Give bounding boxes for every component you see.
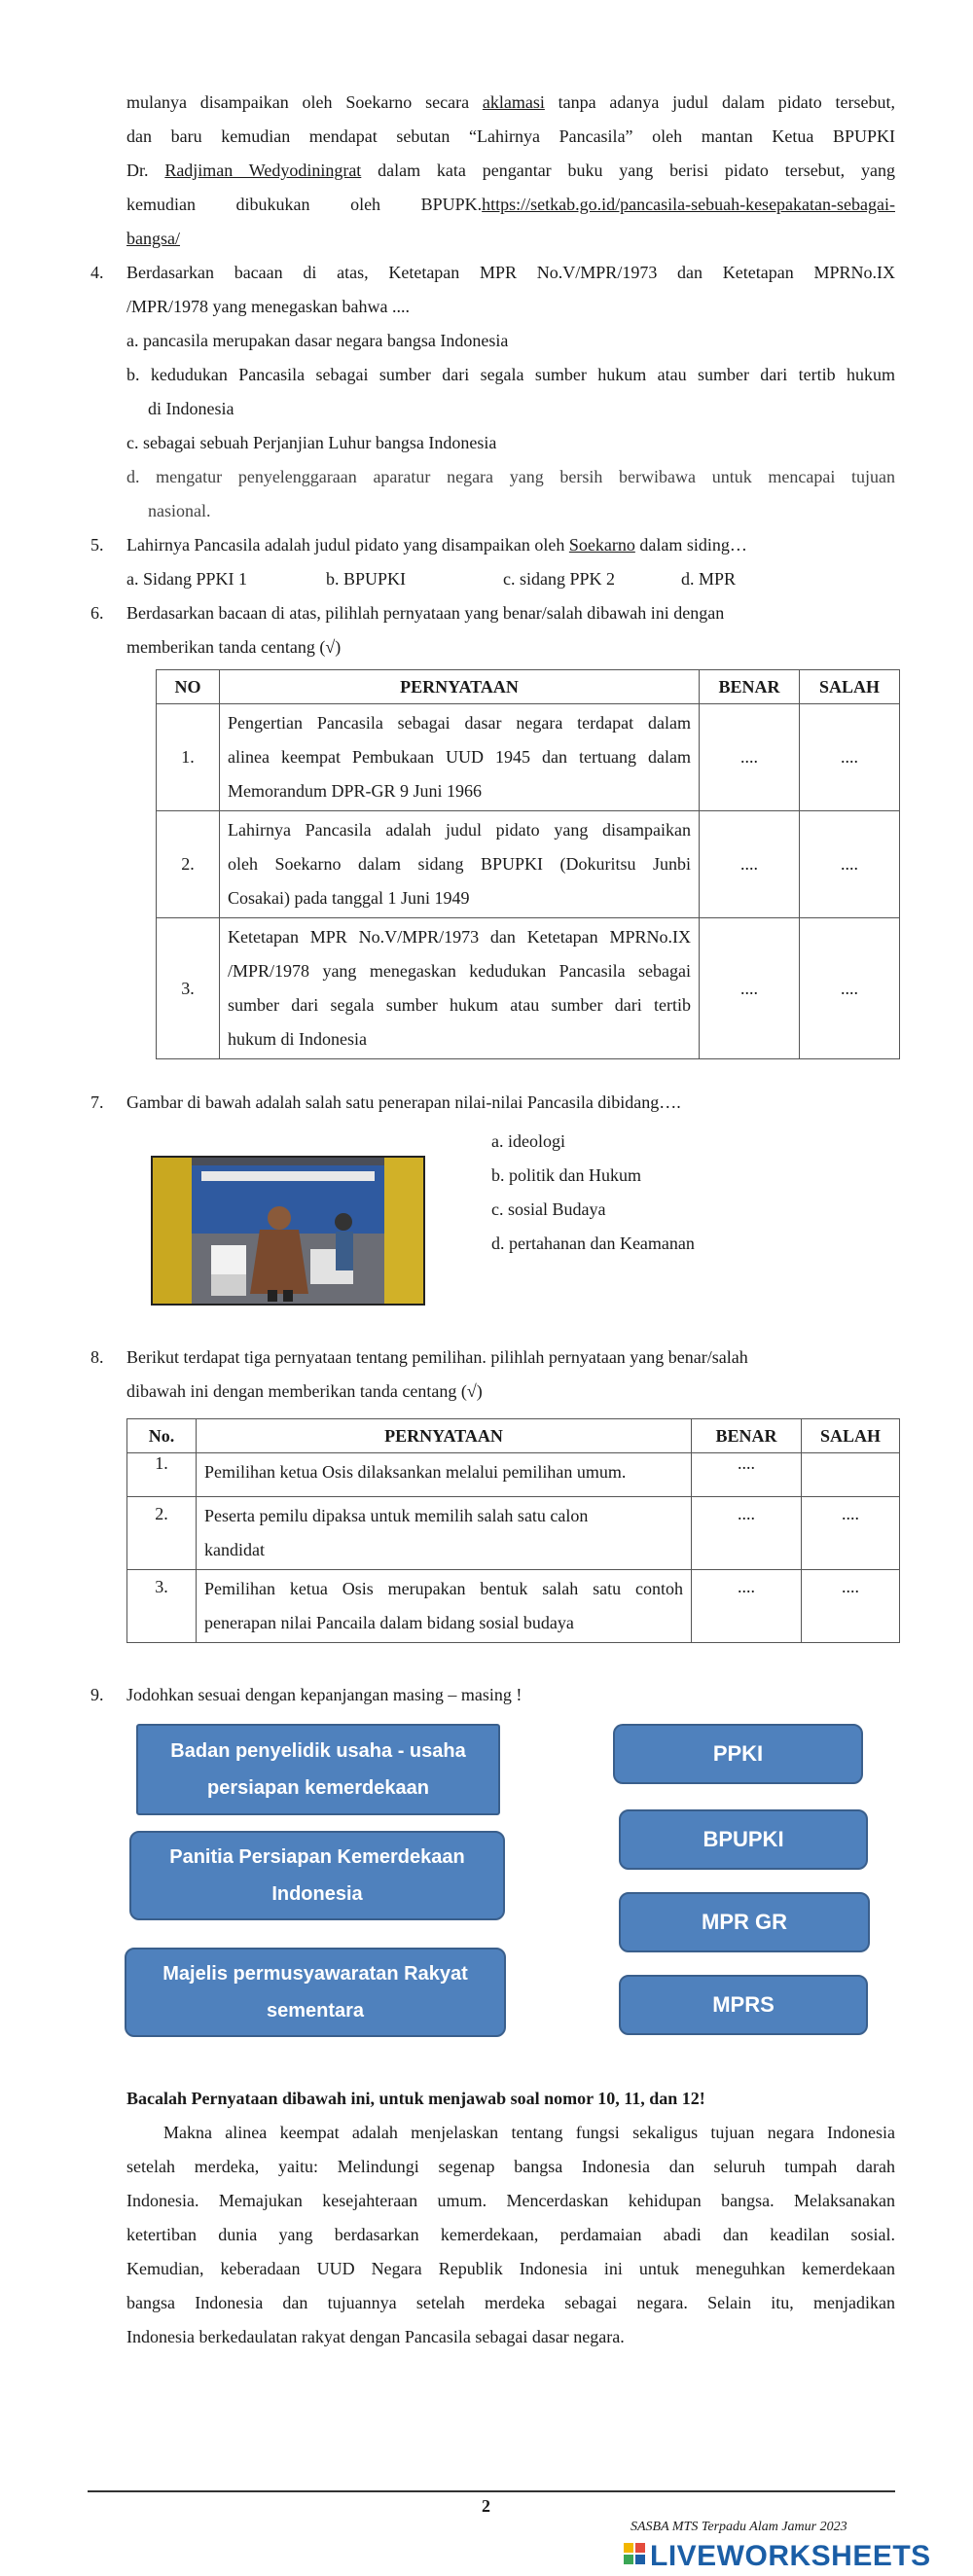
q6-header-statement: PERNYATAAN <box>220 670 700 704</box>
footer-divider <box>88 2490 895 2492</box>
q8-row-1-benar[interactable]: .... <box>692 1453 802 1497</box>
q6-row-3-benar[interactable]: .... <box>700 918 800 1059</box>
q8-header-no: No. <box>127 1419 197 1453</box>
q5-option-b[interactable]: b. BPUPKI <box>326 569 407 589</box>
q8-row-1-statement: Pemilihan ketua Osis dilaksankan melalui pemilihan umum. <box>197 1453 692 1497</box>
q8-row-2-benar[interactable]: .... <box>692 1497 802 1570</box>
source-link-end[interactable]: bangsa/ <box>126 229 180 248</box>
q6-header-salah: SALAH <box>800 670 900 704</box>
q6-row-2-benar[interactable]: .... <box>700 811 800 918</box>
q6-row-2-statement: Lahirnya Pancasila adalah judul pidato yang disampaikan oleh Soekarno dalam sidang BPUPKI (Dokuritsu Junbi Cosakai) pada tanggal 1 Juni 1949 <box>220 811 700 918</box>
q5-option-d[interactable]: d. MPR <box>681 569 737 589</box>
q4-option-c[interactable]: c. sebagai sebuah Perjanjian Luhur bangsa Indonesia <box>126 433 497 452</box>
q4-option-b[interactable]: b. kedudukan Pancasila sebagai sumber dari segala sumber hukum atau sumber dari tertib hukum <box>126 365 895 384</box>
q9-number: 9. <box>90 1685 104 1704</box>
q8-row-3-salah[interactable]: .... <box>802 1570 900 1643</box>
q7-number: 7. <box>90 1092 104 1112</box>
q4-option-d-cont: nasional. <box>148 501 211 520</box>
table-row <box>127 1497 900 1570</box>
table-row <box>157 704 900 811</box>
q8-text-2: dibawah ini dengan memberikan tanda centang (√) <box>126 1381 483 1401</box>
reading-heading: Bacalah Pernyataan dibawah ini, untuk menjawab soal nomor 10, 11, dan 12! <box>126 2089 705 2108</box>
match-right-ppki[interactable]: PPKI <box>613 1724 863 1784</box>
q8-row-3-statement: Pemilihan ketua Osis merupakan bentuk salah satu contoh penerapan nilai Pancaila dalam bidang sosial budaya <box>197 1570 692 1643</box>
reading-line-5: Kemudian, keberadaan UUD Negara Republik Indonesia ini untuk meneguhkan kemerdekaan <box>126 2259 895 2278</box>
table-row <box>157 918 900 1059</box>
election-scene-image <box>153 1158 423 1304</box>
q4-option-a[interactable]: a. pancasila merupakan dasar negara bangsa Indonesia <box>126 331 509 350</box>
q4-number: 4. <box>90 263 104 282</box>
q6-table <box>156 669 900 1059</box>
q6-row-1-salah[interactable]: .... <box>800 704 900 811</box>
table-row <box>127 1570 900 1643</box>
q6-row-3-salah[interactable]: .... <box>800 918 900 1059</box>
q6-text-1: Berdasarkan bacaan di atas, pilihlah pernyataan yang benar/salah dibawah ini dengan <box>126 603 725 623</box>
election-photo <box>151 1156 425 1306</box>
q7-option-a[interactable]: a. ideologi <box>491 1131 565 1151</box>
q8-header-statement: PERNYATAAN <box>197 1419 692 1453</box>
reading-line-6: bangsa Indonesia dan tujuannya setelah merdeka sebagai negara. Selain itu, menjadikan <box>126 2293 895 2312</box>
reading-line-4: ketertiban dunia yang berdasarkan kemerdekaan, perdamaian abadi dan keadilan sosial. <box>126 2225 895 2244</box>
table-row <box>127 1453 900 1497</box>
q4-option-d[interactable]: d. mengatur penyelenggaraan aparatur negara yang bersih berwibawa untuk mencapai tujuan <box>126 467 895 486</box>
q7-option-d[interactable]: d. pertahanan dan Keamanan <box>491 1234 695 1253</box>
q4-option-b-cont: di Indonesia <box>148 399 234 418</box>
reading-line-3: Indonesia. Memajukan kesejahteraan umum. Mencerdaskan kehidupan bangsa. Melaksanakan <box>126 2191 895 2210</box>
liveworksheets-brand[interactable]: LIVEWORKSHEETS <box>650 2540 931 2572</box>
q6-row-3-no: 3. <box>157 918 220 1059</box>
q4-text-2: /MPR/1978 yang menegaskan bahwa .... <box>126 297 410 316</box>
q6-row-3-statement: Ketetapan MPR No.V/MPR/1973 dan Ketetapan MPRNo.IX /MPR/1978 yang menegaskan kedudukan Pancasila sebagai sumber dari segala sumber hukum atau sumber dari tertib hukum di Indonesia <box>220 918 700 1059</box>
source-link[interactable]: https://setkab.go.id/pancasila-sebuah-kesepakatan-sebagai- <box>482 195 895 214</box>
q5-text: Lahirnya Pancasila adalah judul pidato yang disampaikan oleh Soekarno dalam siding… <box>126 535 747 555</box>
q6-row-2-salah[interactable]: .... <box>800 811 900 918</box>
match-right-mprs[interactable]: MPRS <box>619 1975 868 2035</box>
q8-text-1: Berikut terdapat tiga pernyataan tentang pemilihan. pilihlah pernyataan yang benar/salah <box>126 1347 748 1367</box>
match-left-bpupki[interactable]: Badan penyelidik usaha - usaha persiapan kemerdekaan <box>136 1724 500 1815</box>
q8-row-2-no: 2. <box>127 1497 197 1570</box>
q8-row-3-benar[interactable]: .... <box>692 1570 802 1643</box>
q8-row-1-no: 1. <box>127 1453 197 1497</box>
q6-header-benar: BENAR <box>700 670 800 704</box>
q8-row-2-statement: Peserta pemilu dipaksa untuk memilih salah satu calon kandidat <box>197 1497 692 1570</box>
q9-text: Jodohkan sesuai dengan kepanjangan masing – masing ! <box>126 1685 523 1704</box>
liveworksheets-logo-icon <box>623 2541 646 2568</box>
q8-number: 8. <box>90 1347 104 1367</box>
intro-line-2: dan baru kemudian mendapat sebutan “Lahirnya Pancasila” oleh mantan Ketua BPUPKI <box>126 126 895 146</box>
match-left-mprs[interactable]: Majelis permusyawaratan Rakyat sementara <box>125 1948 506 2037</box>
q8-row-2-salah[interactable]: .... <box>802 1497 900 1570</box>
match-left-ppki[interactable]: Panitia Persiapan Kemerdekaan Indonesia <box>129 1831 505 1920</box>
page-number: 2 <box>482 2496 490 2516</box>
q5-option-a[interactable]: a. Sidang PPKI 1 <box>126 569 248 589</box>
q7-text: Gambar di bawah adalah salah satu penerapan nilai-nilai Pancasila dibidang…. <box>126 1092 681 1112</box>
q6-text-2: memberikan tanda centang (√) <box>126 637 342 657</box>
q7-option-b[interactable]: b. politik dan Hukum <box>491 1165 641 1185</box>
intro-line-1: mulanya disampaikan oleh Soekarno secara aklamasi tanpa adanya judul dalam pidato tersebut, <box>126 92 895 112</box>
q6-row-1-benar[interactable]: .... <box>700 704 800 811</box>
reading-line-7: Indonesia berkedaulatan rakyat dengan Pancasila sebagai dasar negara. <box>126 2327 625 2346</box>
q8-header-salah: SALAH <box>802 1419 900 1453</box>
q5-number: 5. <box>90 535 104 555</box>
q4-text-1: Berdasarkan bacaan di atas, Ketetapan MPR No.V/MPR/1973 dan Ketetapan MPRNo.IX <box>126 263 895 282</box>
intro-line-4: kemudian dibukukan oleh BPUPK.https://setkab.go.id/pancasila-sebuah-kesepakatan-sebagai- <box>126 195 895 214</box>
q7-option-c[interactable]: c. sosial Budaya <box>491 1199 606 1219</box>
match-right-bpupki[interactable]: BPUPKI <box>619 1809 868 1870</box>
intro-line-3: Dr. Radjiman Wedyodiningrat dalam kata pengantar buku yang berisi pidato tersebut, yang <box>126 161 895 180</box>
reading-line-2: setelah merdeka, yaitu: Melindungi segenap bangsa Indonesia dan seluruh tumpah darah <box>126 2157 895 2176</box>
intro-line-5 <box>126 222 895 256</box>
table-row <box>157 811 900 918</box>
match-right-mprgr[interactable]: MPR GR <box>619 1892 870 1952</box>
q6-header-no: NO <box>157 670 220 704</box>
q6-number: 6. <box>90 603 104 623</box>
q6-row-2-no: 2. <box>157 811 220 918</box>
q8-row-1-salah[interactable] <box>802 1453 900 1497</box>
q5-option-c[interactable]: c. sidang PPK 2 <box>503 569 616 589</box>
q6-row-1-no: 1. <box>157 704 220 811</box>
q8-header-benar: BENAR <box>692 1419 802 1453</box>
q8-row-3-no: 3. <box>127 1570 197 1643</box>
reading-line-1: Makna alinea keempat adalah menjelaskan tentang fungsi sekaligus tujuan negara Indonesia <box>163 2123 895 2142</box>
q6-row-1-statement: Pengertian Pancasila sebagai dasar negara terdapat dalam alinea keempat Pembukaan UUD 1945 dan tertuang dalam Memorandum DPR-GR 9 Juni 1966 <box>220 704 700 811</box>
q8-table <box>126 1418 900 1643</box>
school-label: SASBA MTS Terpadu Alam Jamur 2023 <box>631 2520 847 2534</box>
